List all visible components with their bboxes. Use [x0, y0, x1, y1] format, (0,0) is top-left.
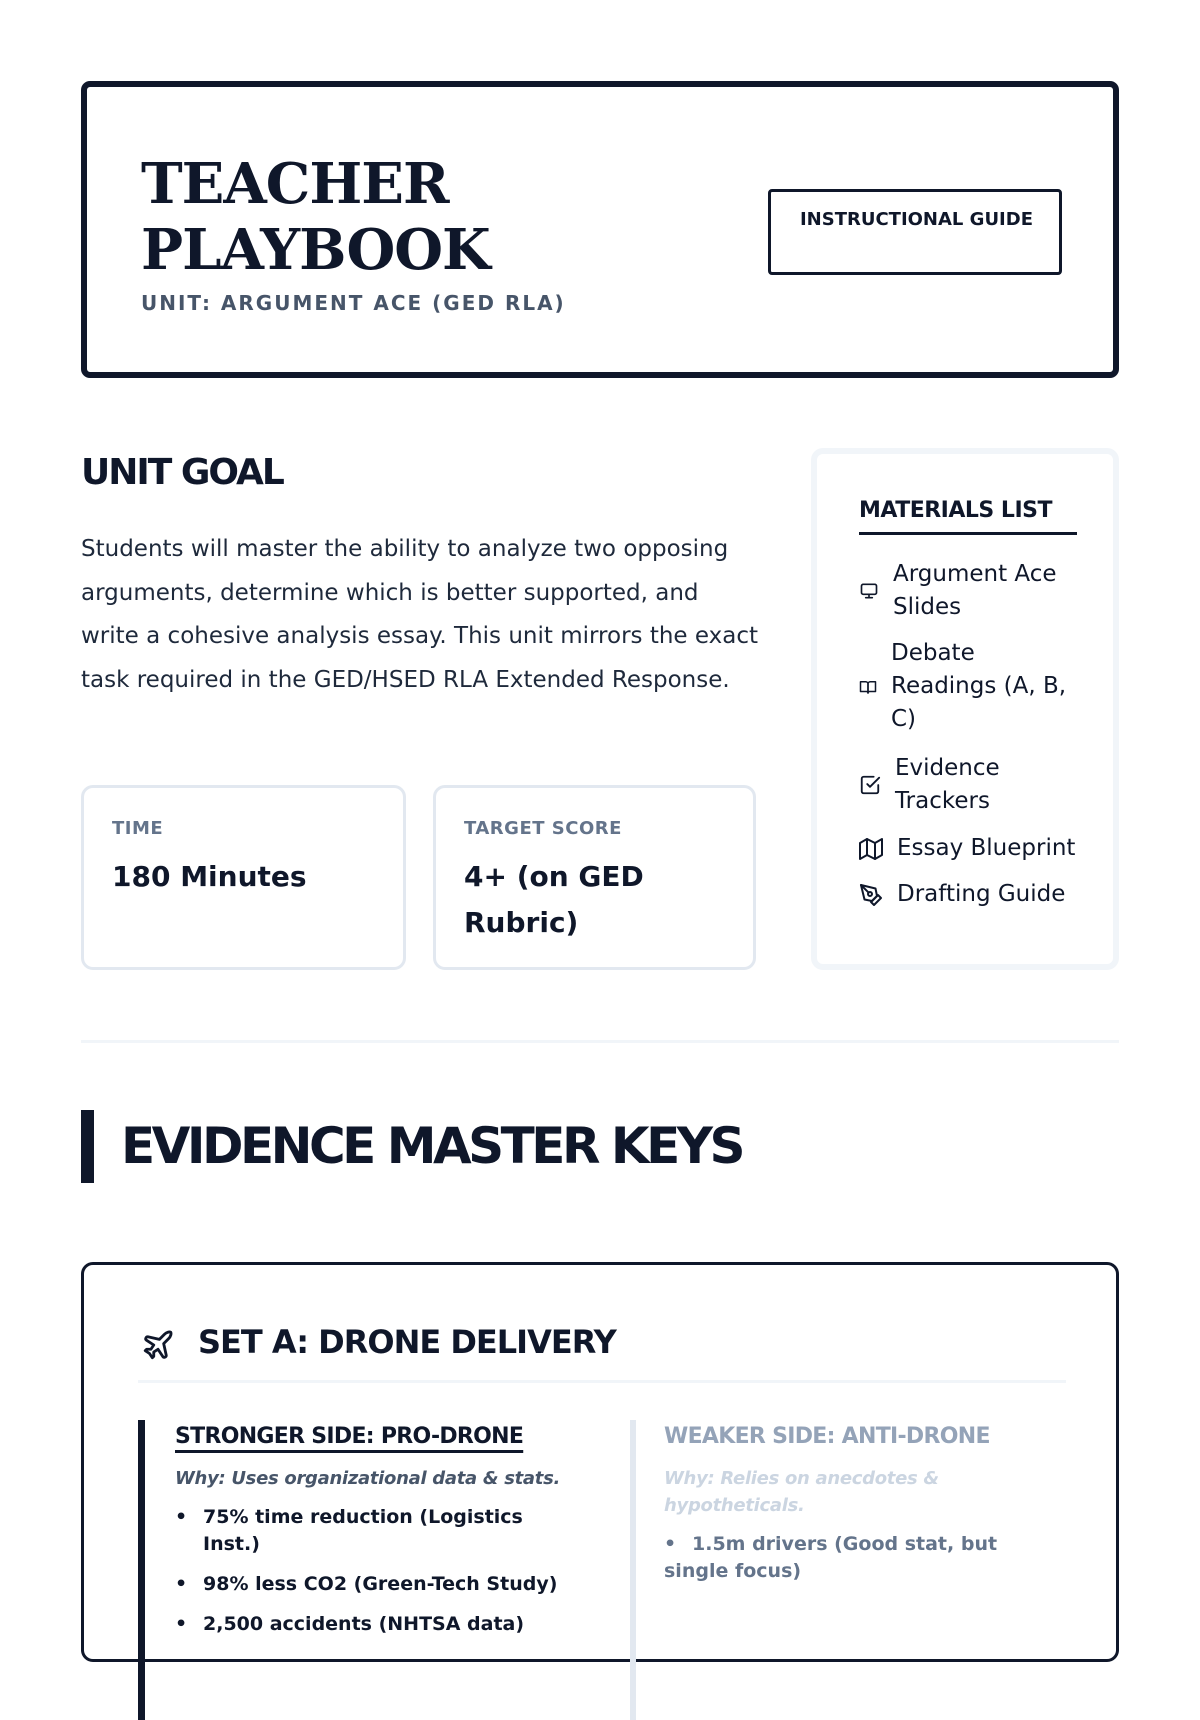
header-card [81, 81, 1119, 378]
stronger-side-why: Why: Uses organizational data & stats. [175, 1468, 561, 1489]
stronger-side-bullets [175, 1504, 568, 1638]
list-item: • 98% less CO2 (Green-Tech Study) [175, 1571, 568, 1598]
list-item: • 2,500 accidents (NHTSA data) [175, 1611, 568, 1638]
check-square-icon [859, 774, 881, 796]
map-icon [859, 837, 883, 861]
target-score-value: 4+ (on GED Rubric) [464, 860, 644, 939]
page-title: TEACHER PLAYBOOK [141, 151, 490, 283]
set-a-divider [138, 1380, 1066, 1383]
target-score-label: TARGET SCORE [464, 818, 622, 839]
time-stat-card [81, 785, 406, 970]
evidence-master-keys-heading: EVIDENCE MASTER KEYS [121, 1117, 742, 1175]
pen-tool-icon [859, 883, 883, 907]
presentation-icon [859, 581, 879, 601]
target-score-card [433, 785, 756, 970]
stronger-side-column [138, 1420, 568, 1720]
unit-goal-heading: UNIT GOAL [81, 452, 283, 493]
unit-goal-text: Students will master the ability to analyze two opposing arguments, determine which is better supported, and write a cohesive analysis essay. This unit mirrors the exact task required in the GED/HSED RLA Extended Response. [81, 536, 759, 693]
list-item: • 75% time reduction (Logistics Inst.) [175, 1504, 568, 1558]
set-a-title: SET A: DRONE DELIVERY [198, 1323, 616, 1361]
material-item-trackers[interactable] [859, 752, 1089, 818]
materials-list [811, 448, 1119, 970]
time-value: 180 Minutes [112, 860, 307, 893]
list-item: • 1.5m drivers (Good stat, but single focus) [664, 1531, 1066, 1585]
materials-list-title: MATERIALS LIST [859, 498, 1077, 535]
material-label: Argument Ace Slides [893, 561, 1057, 620]
material-label: Drafting Guide [897, 881, 1066, 907]
material-label: Debate Readings (A, B, C) [891, 640, 1067, 732]
material-label: Essay Blueprint [897, 835, 1076, 861]
section-accent-bar [81, 1110, 94, 1183]
time-label: TIME [112, 818, 164, 839]
weaker-side-bullets [664, 1531, 1066, 1585]
section-divider [81, 1040, 1119, 1043]
set-a-card [81, 1262, 1119, 1662]
material-item-slides[interactable] [859, 558, 1089, 624]
stronger-side-heading: STRONGER SIDE: PRO-DRONE [175, 1424, 524, 1449]
material-label: Evidence Trackers [895, 755, 1000, 814]
material-item-blueprint[interactable] [859, 832, 1099, 865]
material-item-readings[interactable] [859, 637, 1079, 736]
unit-subtitle: UNIT: ARGUMENT ACE (GED RLA) [141, 291, 566, 315]
instructional-guide-badge: INSTRUCTIONAL GUIDE [768, 189, 1062, 275]
weaker-side-why: Why: Relies on anecdotes & hypotheticals. [664, 1468, 939, 1516]
material-item-drafting[interactable] [859, 878, 1099, 911]
book-open-icon [859, 678, 877, 696]
weaker-side-column [630, 1420, 1066, 1720]
weaker-side-heading: WEAKER SIDE: ANTI-DRONE [664, 1424, 990, 1449]
plane-icon [141, 1328, 175, 1367]
